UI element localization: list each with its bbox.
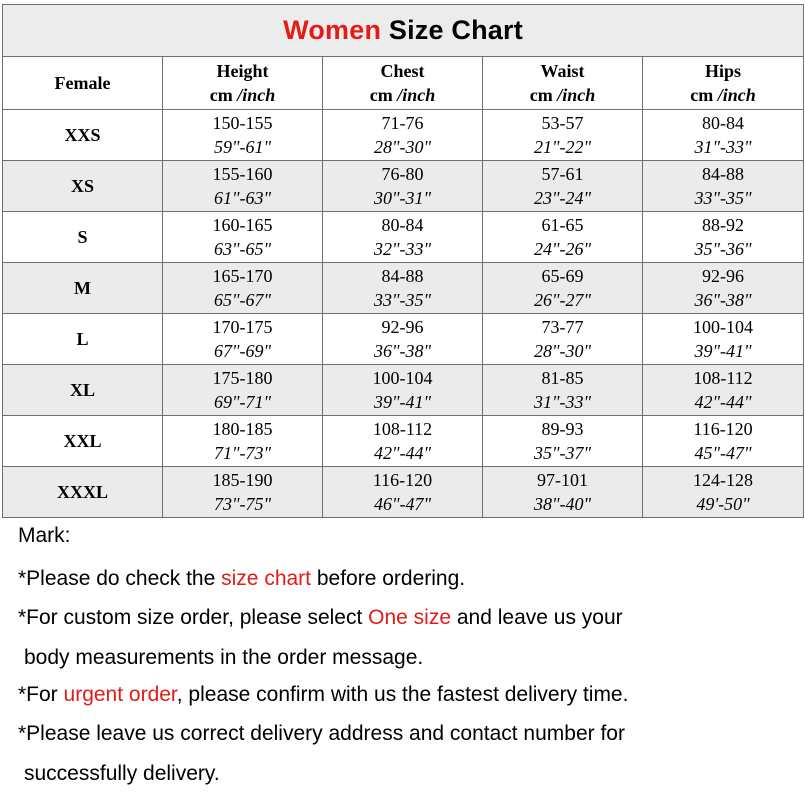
note-4-text-b: , please confirm with us the fastest delivery time. [176,683,629,706]
hips-cell [643,212,804,263]
waist-inch: 28"-30" [533,341,592,361]
height-inch: 69"-71" [213,392,272,412]
size-label: XXXL [3,467,163,518]
hips-cell [643,263,804,314]
chest-inch: 30"-31" [373,188,432,208]
table-row [3,110,804,161]
height-inch: 67"-69" [213,341,272,361]
waist-cm: 57-61 [541,164,584,184]
chest-inch: 39"-41" [373,392,432,412]
hips-cell [643,467,804,518]
height-cm: 160-165 [212,215,273,235]
waist-cell [483,416,643,467]
hips-inch: 35"-36" [694,239,752,259]
hips-cell [643,161,804,212]
table-row [3,314,804,365]
note-2-text-b: and leave us your [451,606,623,629]
table-row [3,161,804,212]
height-cell [163,161,323,212]
chest-cell [323,365,483,416]
note-2-highlight: One size [368,606,452,629]
header-hips-name: Hips [705,61,742,81]
waist-cell [483,467,643,518]
note-2-text-a: *For custom size order, please select [18,606,369,629]
note-line-1 [18,567,465,591]
hips-cm: 84-88 [702,164,745,184]
waist-cell [483,263,643,314]
height-inch: 63"-65" [213,239,272,259]
hips-inch: 39"-41" [694,341,752,361]
size-label: XL [3,365,163,416]
waist-cm: 65-69 [541,266,584,286]
header-row [3,57,804,110]
hips-cell [643,110,804,161]
chest-cm: 92-96 [381,317,424,337]
hips-cell [643,314,804,365]
waist-cell [483,212,643,263]
notes-mark: Mark: [18,524,71,547]
height-cm: 175-180 [212,368,273,388]
size-label: M [3,263,163,314]
chest-cell [323,212,483,263]
waist-cm: 73-77 [541,317,584,337]
note-line-2 [18,606,623,630]
chest-cell [323,110,483,161]
chest-cm: 80-84 [381,215,424,235]
waist-cm: 81-85 [541,368,584,388]
chart-title-rest: Size Chart [381,15,523,45]
chest-cell [323,314,483,365]
waist-inch: 24"-26" [533,239,592,259]
chest-cm: 84-88 [381,266,424,286]
hips-cell [643,365,804,416]
header-hips [643,57,804,110]
header-female: Female [3,57,163,110]
table-row [3,467,804,518]
height-cm: 170-175 [212,317,273,337]
height-cell [163,365,323,416]
hips-cell [643,416,804,467]
header-waist-unit-cm: cm [529,85,558,105]
chest-inch: 42"-44" [373,443,432,463]
note-1-text-b: before ordering. [311,567,466,590]
height-cm: 150-155 [212,113,273,133]
waist-cm: 97-101 [537,470,588,490]
hips-inch: 33"-35" [694,188,752,208]
table-row [3,416,804,467]
size-label: XXS [3,110,163,161]
height-cell [163,314,323,365]
header-height-unit-cm: cm [209,85,238,105]
size-label: XS [3,161,163,212]
chest-cm: 100-104 [372,368,433,388]
waist-cell [483,110,643,161]
height-inch: 61"-63" [213,188,272,208]
height-inch: 71"-73" [213,443,272,463]
header-chest-unit-cm: cm [369,85,398,105]
hips-inch: 49'-50" [696,494,750,514]
header-height-unit-inch: /inch [237,85,276,105]
header-chest-unit-inch: /inch [397,85,436,105]
waist-inch: 31"-33" [533,392,592,412]
header-waist-name: Waist [540,61,585,81]
height-cell [163,263,323,314]
chest-inch: 33"-35" [373,290,432,310]
waist-inch: 26"-27" [533,290,592,310]
chest-cm: 76-80 [381,164,424,184]
chest-inch: 46"-47" [373,494,432,514]
height-cm: 165-170 [212,266,273,286]
hips-inch: 36"-38" [694,290,752,310]
height-cm: 180-185 [212,419,273,439]
height-cell [163,416,323,467]
waist-inch: 21"-22" [533,137,592,157]
chest-inch: 32"-33" [373,239,432,259]
note-4-highlight: urgent order [63,683,177,706]
hips-cm: 100-104 [693,317,754,337]
header-hips-unit-inch: /inch [717,85,756,105]
chest-cm: 116-120 [372,470,433,490]
height-inch: 59"-61" [213,137,272,157]
chart-title-accent: Women [283,15,382,45]
waist-inch: 38"-40" [533,494,592,514]
chest-cell [323,467,483,518]
chart-title [3,5,804,57]
header-chest-name: Chest [380,61,425,81]
hips-inch: 45"-47" [694,443,752,463]
size-label: S [3,212,163,263]
header-chest [323,57,483,110]
waist-inch: 23"-24" [533,188,592,208]
hips-cm: 108-112 [693,368,753,388]
hips-cm: 80-84 [702,113,745,133]
hips-cm: 124-128 [693,470,754,490]
height-cm: 185-190 [212,470,273,490]
hips-inch: 31"-33" [694,137,752,157]
waist-cell [483,365,643,416]
hips-inch: 42"-44" [694,392,752,412]
chest-cm: 108-112 [372,419,433,439]
header-waist-unit-inch: /inch [557,85,596,105]
table-row [3,365,804,416]
hips-cm: 116-120 [693,419,753,439]
size-label: L [3,314,163,365]
height-cell [163,212,323,263]
height-inch: 65"-67" [213,290,272,310]
header-waist [483,57,643,110]
size-label: XXL [3,416,163,467]
note-line-6: successfully delivery. [24,762,220,785]
chest-inch: 36"-38" [373,341,432,361]
hips-cm: 88-92 [702,215,745,235]
waist-cell [483,161,643,212]
note-1-text-a: *Please do check the [18,567,222,590]
chest-cell [323,161,483,212]
table-row [3,263,804,314]
chest-inch: 28"-30" [373,137,432,157]
note-line-3: body measurements in the order message. [24,646,424,669]
note-4-text-a: *For [18,683,64,706]
height-inch: 73"-75" [213,494,272,514]
header-hips-unit-cm: cm [690,85,718,105]
chest-cell [323,263,483,314]
waist-inch: 35"-37" [533,443,592,463]
waist-cell [483,314,643,365]
table-row [3,212,804,263]
note-1-highlight: size chart [221,567,312,590]
waist-cm: 89-93 [541,419,584,439]
note-line-4 [18,683,628,707]
note-line-5: *Please leave us correct delivery address and contact number for [18,722,625,745]
waist-cm: 61-65 [541,215,584,235]
height-cm: 155-160 [212,164,273,184]
height-cell [163,467,323,518]
hips-cm: 92-96 [702,266,745,286]
chest-cell [323,416,483,467]
height-cell [163,110,323,161]
header-height-name: Height [216,61,269,81]
size-chart-table [2,4,804,518]
waist-cm: 53-57 [541,113,584,133]
header-height [163,57,323,110]
chest-cm: 71-76 [381,113,424,133]
